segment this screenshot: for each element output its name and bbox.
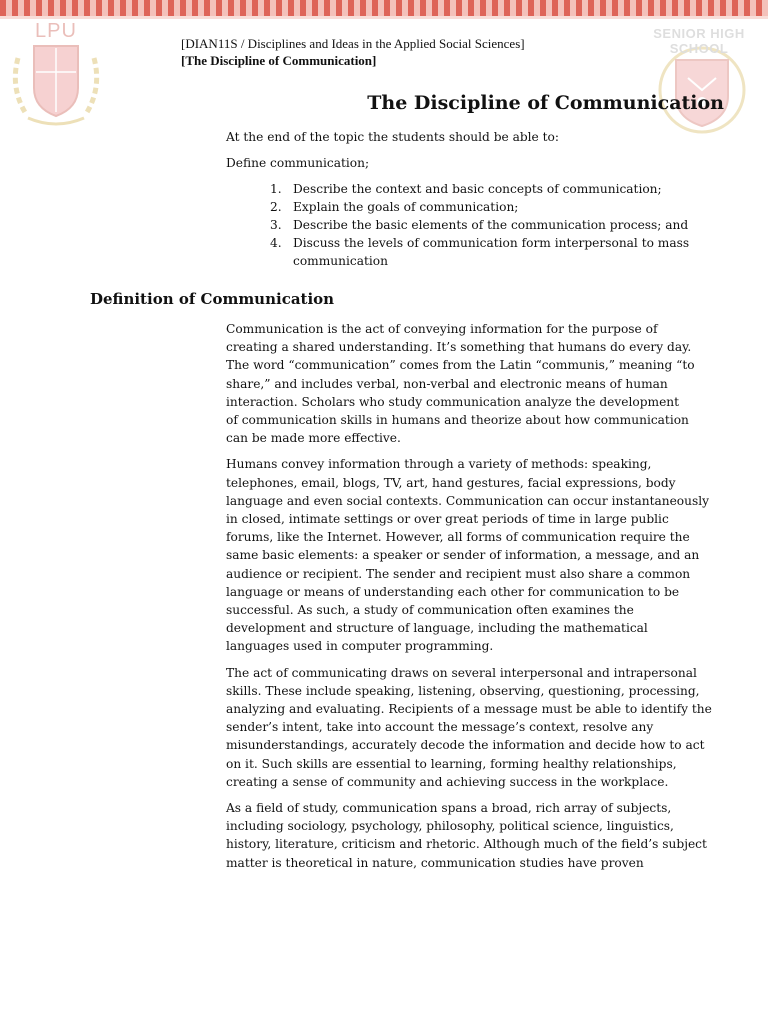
objective-item [270,198,710,216]
objective-number: 3. [270,218,282,232]
lpu-logo [4,18,108,130]
objective-item [270,180,710,198]
paragraph-line: misunderstandings, accurately decode the information and decide how to act [226,738,705,753]
paragraph-line: analyzing and evaluating. Recipients of a message must be able to identify the [226,702,712,717]
paragraph-line: creating a shared understanding. It’s something that humans do every day. [226,340,692,355]
paragraph-line: forums, like the Internet. However, all forms of communication require the [226,530,690,545]
paragraph-line: telephones, email, blogs, TV, art, hand gestures, facial expressions, body [226,475,676,490]
intro-lead: At the end of the topic the students should be able to: [226,130,559,144]
paragraph-line: audience or recipient. The sender and recipient must also share a common [226,566,691,581]
objective-text: Discuss the levels of communication form interpersonal to mass communication [293,236,690,268]
intro-block [226,128,559,180]
paragraph [226,799,726,872]
paragraph-line: matter is theoretical in nature, communication studies have proven [226,855,644,870]
paragraph-line: skills. These include speaking, listening, observing, questioning, processing, [226,683,700,698]
paragraph-line: languages used in computer programming. [226,639,494,654]
paragraph-line: on it. Such skills are essential to learning, forming healthy relationships, [226,756,677,771]
paragraph-line: in closed, intimate settings or over great periods of time in large public [226,512,669,527]
shs-logo-text: SENIOR HIGH SCHOOL [653,26,745,56]
paragraph-line: The word “communication” comes from the Latin “communis,” meaning “to [226,358,695,373]
paragraph-line: As a field of study, communication spans a broad, rich array of subjects, [226,801,672,816]
document-title: The Discipline of Communication [367,92,724,114]
paragraph [226,320,726,447]
section-heading: Definition of Communication [90,290,335,308]
objective-number: 4. [270,236,282,250]
paragraph [226,455,726,655]
objectives-list [270,180,710,270]
objective-number: 2. [270,200,282,214]
paragraph-line: Humans convey information through a variety of methods: speaking, [226,457,652,472]
paragraph-line: of communication skills in humans and theorize about how communication [226,413,689,428]
objective-text: Explain the goals of communication; [293,200,519,214]
topic-header: [The Discipline of Communication] [181,53,377,68]
decorative-top-border [0,0,768,16]
paragraph-line: share,” and includes verbal, non-verbal and electronic means of human [226,376,668,391]
paragraph-line: including sociology, psychology, philosophy, political science, linguistics, [226,819,674,834]
paragraph-line: language and even social contexts. Communication can occur instantaneously [226,493,710,508]
paragraph-line: sender’s intent, take into account the message’s context, resolve any [226,720,654,735]
paragraph [226,664,726,791]
intro-define: Define communication; [226,156,370,170]
objective-text: Describe the context and basic concepts of communication; [293,182,662,196]
paragraph-line: creating a sense of community and achieving success in the workplace. [226,774,669,789]
objective-text: Describe the basic elements of the communication process; and [293,218,689,232]
objective-number: 1. [270,182,282,196]
paragraph-line: development and structure of language, including the mathematical [226,621,648,636]
paragraph-line: The act of communicating draws on several interpersonal and intrapersonal [226,665,697,680]
lpu-logo-text: LPU [35,20,77,42]
paragraph-line: successful. As such, a study of communication often examines the [226,603,634,618]
objective-item [270,216,710,234]
senior-high-school-logo [632,26,766,136]
paragraph-line: language or means of understanding each other for communication to be [226,584,680,599]
paragraph-line: history, literature, criticism and rhetoric. Although much of the field’s subject [226,837,707,852]
course-header: [DIAN11S / Disciplines and Ideas in the Applied Social Sciences] [181,36,525,51]
paragraph-line: same basic elements: a speaker or sender of information, a message, and an [226,548,700,563]
objective-item [270,234,710,270]
paragraph-line: Communication is the act of conveying information for the purpose of [226,322,658,336]
paragraph-line: interaction. Scholars who study communication analyze the development [226,394,680,409]
body-text [226,320,726,880]
paragraph-line: can be made more effective. [226,431,401,446]
